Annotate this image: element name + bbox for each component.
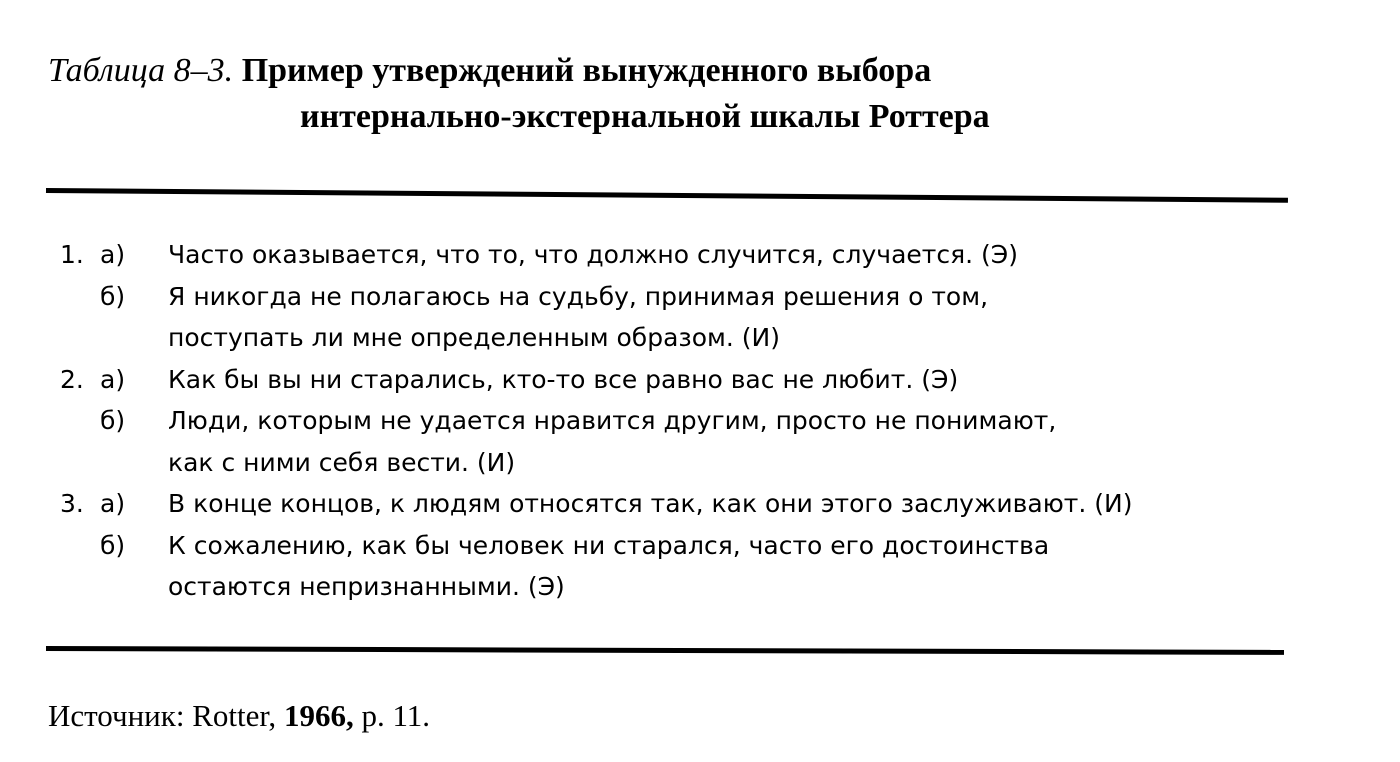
option-text: К сожалению, как бы человек ни старался, часто его достоинства [168, 530, 1050, 560]
top-rule [46, 188, 1288, 203]
option-text: В конце концов, к людям относятся так, как они этого заслуживают. (И) [168, 489, 1133, 518]
caption-title-line-1: Пример утверждений вынужденного выбора [241, 52, 932, 89]
option-letter: б) [100, 281, 126, 311]
option-text: Люди, которым не удается нравится другим, просто не понимают, [168, 406, 1057, 435]
item-3-option-b-continuation [60, 566, 1260, 608]
item-1-option-a [60, 234, 1260, 276]
option-text: остаются непризнанными. (Э) [168, 572, 565, 601]
item-2-option-b [60, 400, 1260, 442]
source-page: p. 11. [361, 698, 431, 733]
item-number: 2. [60, 364, 84, 394]
source-note [48, 696, 430, 736]
caption-title-line-2: интернально-экстернальной шкалы Роттера [300, 98, 990, 135]
item-2-option-a [60, 359, 1260, 401]
item-2-option-b-continuation [60, 442, 1260, 484]
caption-line-1 [48, 48, 1288, 94]
item-number: 3. [60, 489, 84, 518]
option-letter: а) [100, 364, 126, 394]
option-letter: б) [100, 530, 126, 560]
source-author: Rotter, [192, 698, 277, 733]
source-year: 1966, [283, 698, 354, 733]
option-text: Я никогда не полагаюсь на судьбу, принимая решения о том, [168, 281, 989, 311]
table-caption [48, 48, 1288, 140]
statement-list [60, 234, 1260, 608]
option-letter: б) [100, 406, 126, 435]
item-3-option-b [60, 525, 1260, 567]
caption-label: Таблица 8–3. [48, 52, 234, 89]
bottom-rule [46, 646, 1284, 655]
item-number: 1. [60, 240, 84, 269]
option-text: Как бы вы ни старались, кто-то все равно вас не любит. (Э) [168, 364, 959, 394]
option-letter: а) [100, 240, 126, 269]
option-text: как с ними себя вести. (И) [168, 447, 516, 477]
item-3-option-a [60, 483, 1260, 525]
item-1-option-b-continuation [60, 317, 1260, 359]
source-label: Источник: [48, 698, 185, 733]
option-letter: а) [100, 489, 126, 518]
item-1-option-b [60, 276, 1260, 318]
option-text: поступать ли мне определенным образом. (И) [168, 323, 780, 352]
option-text: Часто оказывается, что то, что должно случится, случается. (Э) [168, 240, 1018, 269]
